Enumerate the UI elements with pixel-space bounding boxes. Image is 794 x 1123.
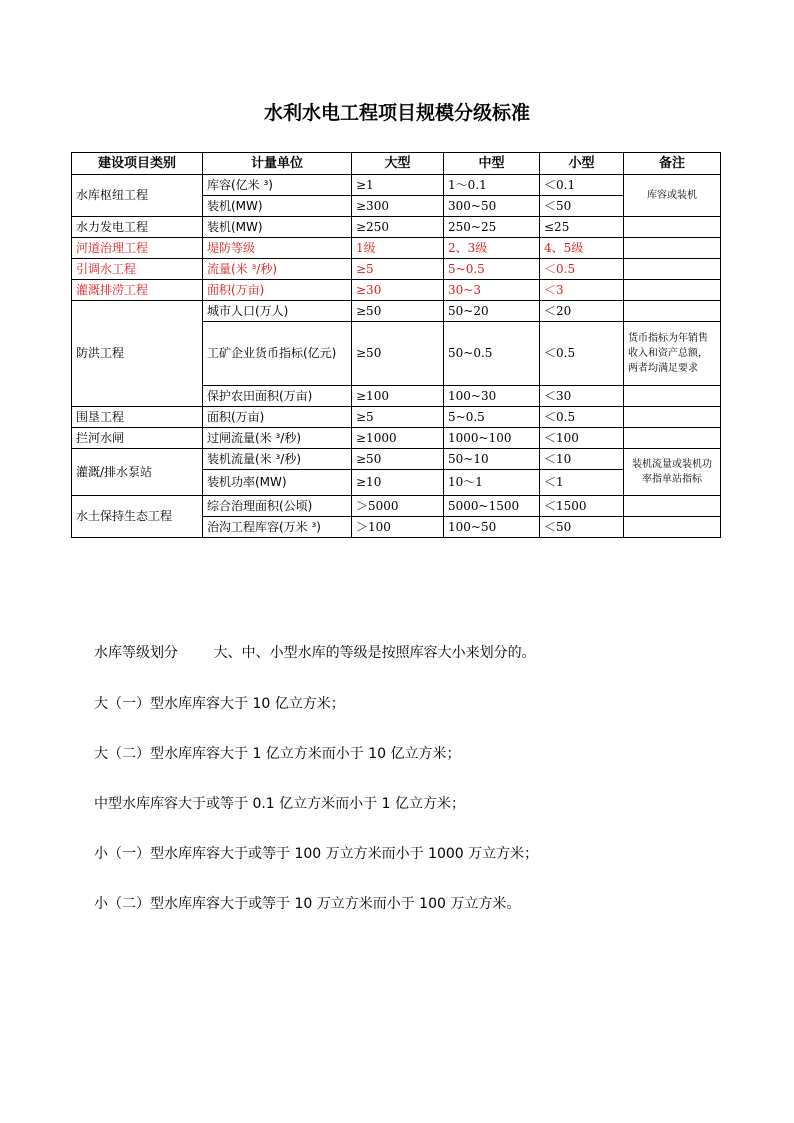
small-cell: ＜0.5 bbox=[540, 259, 624, 280]
note-cell bbox=[624, 217, 721, 238]
medium-cell: 1～0.1 bbox=[444, 175, 540, 196]
note-cell bbox=[624, 301, 721, 322]
note-cell bbox=[624, 259, 721, 280]
large-cell: ≥30 bbox=[352, 280, 444, 301]
unit-cell: 装机(MW) bbox=[203, 217, 352, 238]
note-cell bbox=[624, 496, 721, 517]
unit-cell: 城市人口(万人) bbox=[203, 301, 352, 322]
medium-cell: 5000~1500 bbox=[444, 496, 540, 517]
small-cell: ＜50 bbox=[540, 196, 624, 217]
medium-cell: 1000~100 bbox=[444, 428, 540, 449]
unit-cell: 装机功率(MW) bbox=[203, 470, 352, 496]
large-cell: ≥100 bbox=[352, 386, 444, 407]
paragraph-classification-intro: 水库等级划分 大、中、小型水库的等级是按照库容大小来划分的。 bbox=[94, 645, 536, 661]
medium-cell: 50~0.5 bbox=[444, 322, 540, 386]
paragraph-large-2: 大（二）型水库库容大于 1 亿立方米而小于 10 亿立方米； bbox=[94, 746, 461, 762]
medium-cell: 10～1 bbox=[444, 470, 540, 496]
paragraph-large-1: 大（一）型水库库容大于 10 亿立方米； bbox=[94, 696, 345, 712]
small-cell: ＜20 bbox=[540, 301, 624, 322]
small-cell: ＜50 bbox=[540, 517, 624, 538]
large-cell: ≥5 bbox=[352, 407, 444, 428]
category-cell: 防洪工程 bbox=[72, 301, 203, 407]
category-cell: 拦河水闸 bbox=[72, 428, 203, 449]
note-cell bbox=[624, 407, 721, 428]
small-cell: ＜10 bbox=[540, 449, 624, 470]
category-cell: 围垦工程 bbox=[72, 407, 203, 428]
small-cell: ＜1500 bbox=[540, 496, 624, 517]
table-row bbox=[72, 238, 721, 259]
note-cell bbox=[624, 280, 721, 301]
unit-cell: 工矿企业货币指标(亿元) bbox=[203, 322, 352, 386]
table-row bbox=[72, 496, 721, 517]
table-row bbox=[72, 280, 721, 301]
note-cell: 装机流量或装机功率指单站指标 bbox=[624, 449, 721, 496]
small-cell: ＜1 bbox=[540, 470, 624, 496]
category-cell: 灌溉排涝工程 bbox=[72, 280, 203, 301]
large-cell: ＞5000 bbox=[352, 496, 444, 517]
large-cell: ≥1 bbox=[352, 175, 444, 196]
header-category: 建设项目类别 bbox=[72, 153, 203, 175]
unit-cell: 过闸流量(米 ³/秒) bbox=[203, 428, 352, 449]
table-row bbox=[72, 301, 721, 322]
category-cell: 灌溉/排水泵站 bbox=[72, 449, 203, 496]
large-cell: ≥250 bbox=[352, 217, 444, 238]
small-cell: ＜30 bbox=[540, 386, 624, 407]
paragraph-small-2: 小（二）型水库库容大于或等于 10 万立方米而小于 100 万立方米。 bbox=[94, 896, 521, 912]
note-cell bbox=[624, 517, 721, 538]
category-cell: 水库枢纽工程 bbox=[72, 175, 203, 217]
large-cell: ≥10 bbox=[352, 470, 444, 496]
large-cell: ≥300 bbox=[352, 196, 444, 217]
medium-cell: 50~10 bbox=[444, 449, 540, 470]
table-header-row bbox=[72, 153, 721, 175]
unit-cell: 堤防等级 bbox=[203, 238, 352, 259]
scale-standard-table bbox=[71, 152, 721, 538]
medium-cell: 100~50 bbox=[444, 517, 540, 538]
large-cell: ＞100 bbox=[352, 517, 444, 538]
table-row bbox=[72, 217, 721, 238]
large-cell: 1级 bbox=[352, 238, 444, 259]
small-cell: ＜0.1 bbox=[540, 175, 624, 196]
medium-cell: 300~50 bbox=[444, 196, 540, 217]
paragraph-medium: 中型水库库容大于或等于 0.1 亿立方米而小于 1 亿立方米； bbox=[94, 796, 465, 812]
unit-cell: 治沟工程库容(万米 ³) bbox=[203, 517, 352, 538]
header-small: 小型 bbox=[540, 153, 624, 175]
medium-cell: 2、3级 bbox=[444, 238, 540, 259]
large-cell: ≥1000 bbox=[352, 428, 444, 449]
note-cell bbox=[624, 386, 721, 407]
large-cell: ≥50 bbox=[352, 322, 444, 386]
table-row bbox=[72, 407, 721, 428]
unit-cell: 综合治理面积(公顷) bbox=[203, 496, 352, 517]
category-cell: 引调水工程 bbox=[72, 259, 203, 280]
unit-cell: 库容(亿米 ³) bbox=[203, 175, 352, 196]
medium-cell: 50~20 bbox=[444, 301, 540, 322]
note-cell bbox=[624, 238, 721, 259]
header-large: 大型 bbox=[352, 153, 444, 175]
note-cell bbox=[624, 428, 721, 449]
header-note: 备注 bbox=[624, 153, 721, 175]
page-title: 水利水电工程项目规模分级标准 bbox=[263, 102, 530, 124]
unit-cell: 流量(米 ³/秒) bbox=[203, 259, 352, 280]
paragraph-small-1: 小（一）型水库库容大于或等于 100 万立方米而小于 1000 万立方米； bbox=[94, 846, 539, 862]
category-cell: 水土保持生态工程 bbox=[72, 496, 203, 538]
note-cell: 货币指标为年销售收入和资产总额，两者均满足要求 bbox=[624, 322, 721, 386]
note-cell: 库容或装机 bbox=[624, 175, 721, 217]
medium-cell: 5~0.5 bbox=[444, 259, 540, 280]
header-medium: 中型 bbox=[444, 153, 540, 175]
category-cell: 水力发电工程 bbox=[72, 217, 203, 238]
table-row bbox=[72, 428, 721, 449]
small-cell: ＜0.5 bbox=[540, 322, 624, 386]
medium-cell: 5~0.5 bbox=[444, 407, 540, 428]
unit-cell: 面积(万亩) bbox=[203, 280, 352, 301]
medium-cell: 250~25 bbox=[444, 217, 540, 238]
small-cell: ≤25 bbox=[540, 217, 624, 238]
unit-cell: 装机流量(米 ³/秒) bbox=[203, 449, 352, 470]
unit-cell: 保护农田面积(万亩) bbox=[203, 386, 352, 407]
unit-cell: 面积(万亩) bbox=[203, 407, 352, 428]
table-row bbox=[72, 259, 721, 280]
small-cell: 4、5级 bbox=[540, 238, 624, 259]
small-cell: ＜3 bbox=[540, 280, 624, 301]
large-cell: ≥5 bbox=[352, 259, 444, 280]
unit-cell: 装机(MW) bbox=[203, 196, 352, 217]
table-row bbox=[72, 449, 721, 470]
table-row bbox=[72, 175, 721, 196]
small-cell: ＜100 bbox=[540, 428, 624, 449]
large-cell: ≥50 bbox=[352, 301, 444, 322]
header-unit: 计量单位 bbox=[203, 153, 352, 175]
category-cell: 河道治理工程 bbox=[72, 238, 203, 259]
medium-cell: 100~30 bbox=[444, 386, 540, 407]
large-cell: ≥50 bbox=[352, 449, 444, 470]
small-cell: ＜0.5 bbox=[540, 407, 624, 428]
medium-cell: 30~3 bbox=[444, 280, 540, 301]
